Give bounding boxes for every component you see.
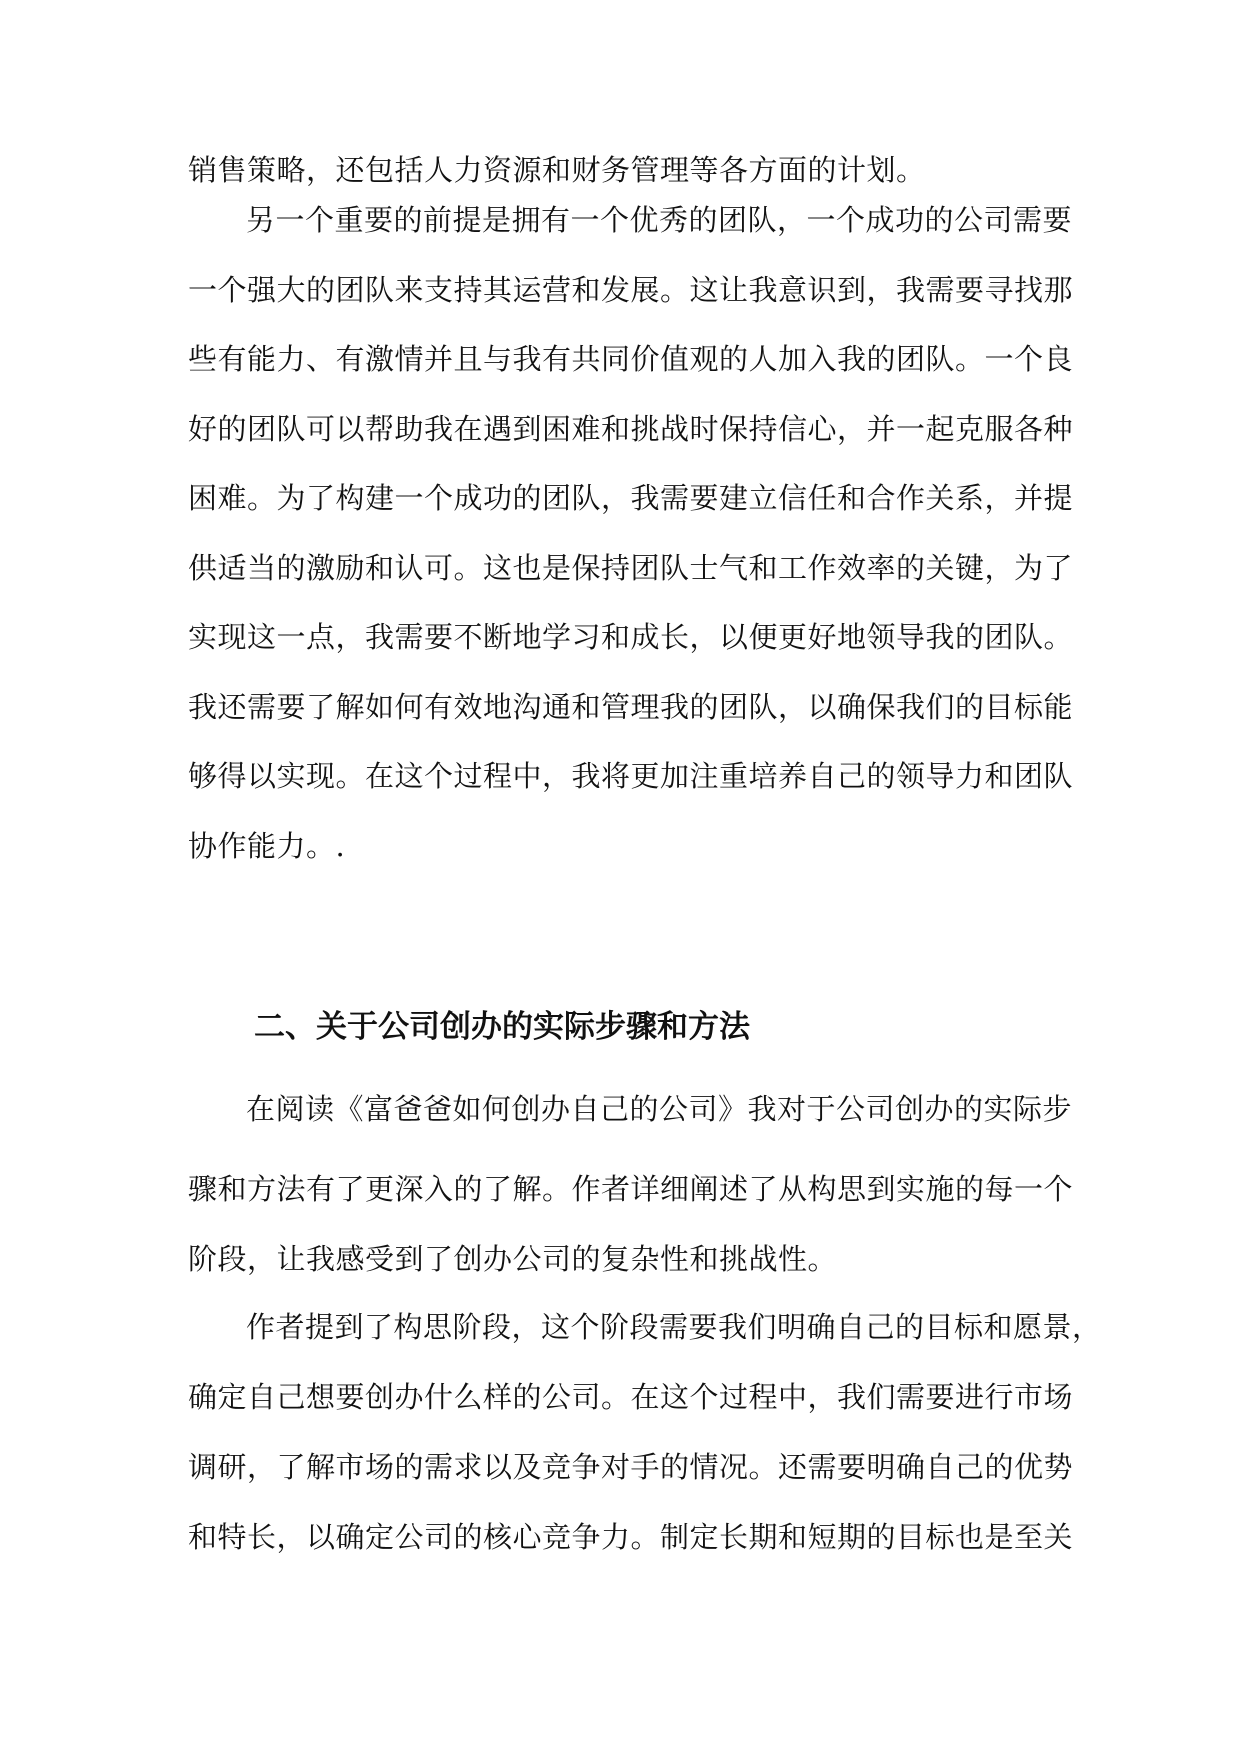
- text-line: 我还需要了解如何有效地沟通和管理我的团队，以确保我们的目标能: [188, 690, 1074, 724]
- text-line: 骤和方法有了更深入的了解。作者详细阐述了从构思到实施的每一个: [188, 1172, 1074, 1206]
- text-line: 确定自己想要创办什么样的公司。在这个过程中，我们需要进行市场: [188, 1380, 1074, 1414]
- text-line: 好的团队可以帮助我在遇到困难和挑战时保持信心，并一起克服各种: [188, 412, 1074, 446]
- text-line: 协作能力。.: [188, 829, 346, 863]
- text-line: 些有能力、有激情并且与我有共同价值观的人加入我的团队。一个良: [188, 342, 1074, 376]
- text-line: 一个强大的团队来支持其运营和发展。这让我意识到，我需要寻找那: [188, 273, 1074, 307]
- text-line: 作者提到了构思阶段，这个阶段需要我们明确自己的目标和愿景，: [246, 1310, 1102, 1344]
- text-line: 在阅读《富爸爸如何创办自己的公司》我对于公司创办的实际步: [246, 1092, 1073, 1126]
- text-line: 困难。为了构建一个成功的团队，我需要建立信任和合作关系，并提: [188, 481, 1074, 515]
- text-line: 阶段，让我感受到了创办公司的复杂性和挑战性。: [188, 1242, 838, 1276]
- text-line: 调研，了解市场的需求以及竞争对手的情况。还需要明确自己的优势: [188, 1450, 1074, 1484]
- text-line: 供适当的激励和认可。这也是保持团队士气和工作效率的关键，为了: [188, 551, 1074, 585]
- section-heading: 二、关于公司创办的实际步骤和方法: [254, 1009, 750, 1045]
- text-line: 够得以实现。在这个过程中，我将更加注重培养自己的领导力和团队: [188, 759, 1074, 793]
- text-line: 和特长，以确定公司的核心竞争力。制定长期和短期的目标也是至关: [188, 1520, 1074, 1554]
- text-line: 实现这一点，我需要不断地学习和成长，以便更好地领导我的团队。: [188, 620, 1074, 654]
- text-line: 另一个重要的前提是拥有一个优秀的团队，一个成功的公司需要: [246, 203, 1073, 237]
- text-line: 销售策略，还包括人力资源和财务管理等各方面的计划。: [188, 153, 926, 187]
